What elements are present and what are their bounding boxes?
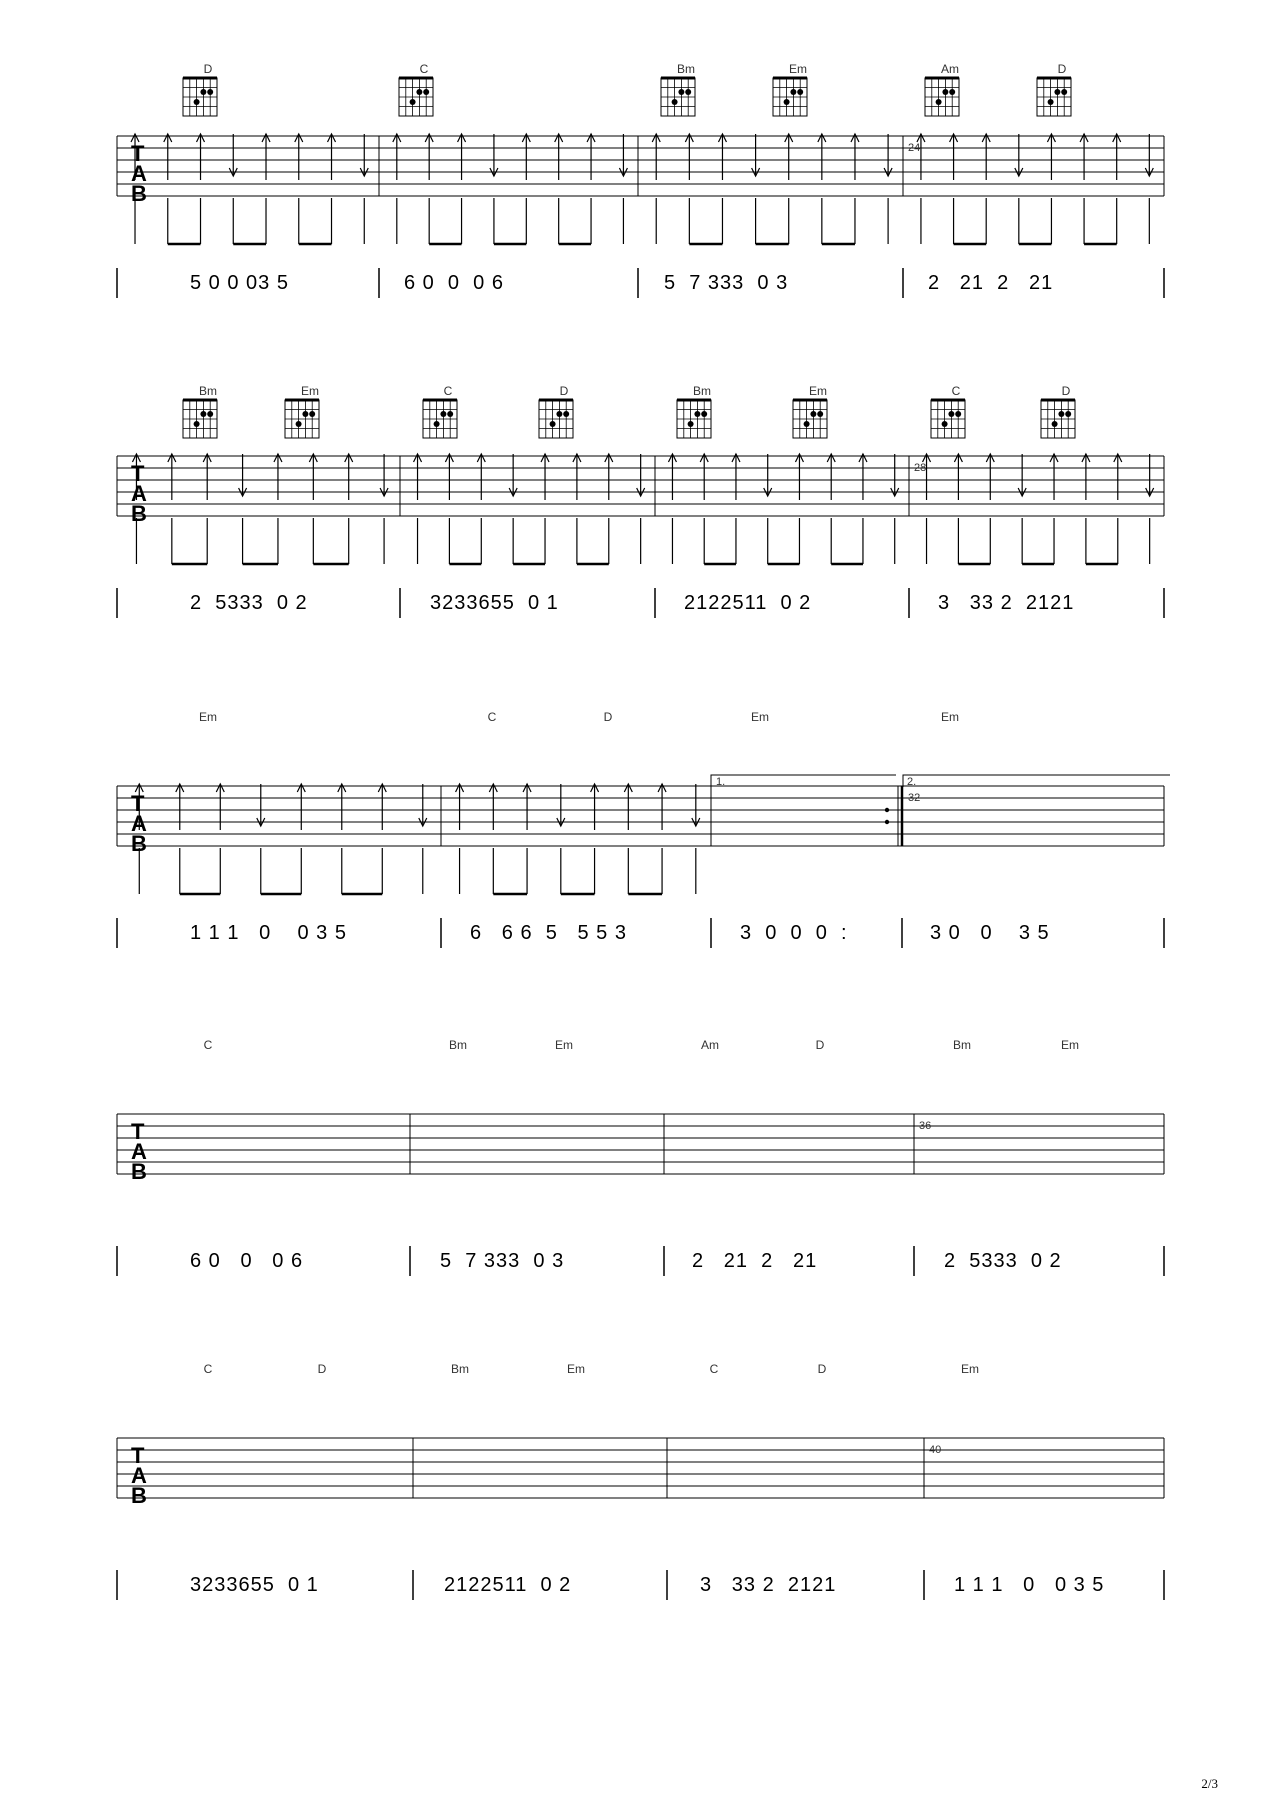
chord-name: Bm: [451, 1362, 469, 1376]
measure-number: 28: [914, 462, 927, 474]
tab-letter-a: A: [131, 811, 147, 836]
tab-letter-b: B: [131, 501, 147, 526]
tab-system-5: [0, 1344, 1280, 1644]
numbered-notation: 2122511 0 2: [444, 1574, 572, 1596]
volta-1: 1.: [716, 776, 726, 788]
chord-name: D: [1057, 62, 1067, 76]
chord-name: Em: [961, 1362, 979, 1376]
tab-letter-t: T: [131, 791, 145, 816]
chord-name: Am: [701, 1038, 719, 1052]
numbered-notation: 3233655 0 1: [430, 592, 559, 614]
numbered-notation: 1 1 1 0 0 3 5: [190, 922, 347, 944]
chord-name: Em: [555, 1038, 573, 1052]
chord-name: D: [203, 62, 213, 76]
numbered-notation: 2 21 2 21: [928, 272, 1054, 294]
chord-name: Em: [751, 710, 769, 724]
numbered-notation: 3 33 2 2121: [700, 1574, 837, 1596]
chord-diagram-icon: [183, 78, 217, 116]
tab-letter-b: B: [131, 1483, 147, 1508]
numbered-notation: 5 0 0 03 5: [190, 272, 289, 294]
numbered-notation: 5 7 333 0 3: [440, 1250, 565, 1272]
chord-name: Bm: [677, 62, 695, 76]
chord-name: D: [815, 1038, 825, 1052]
tab-letter-b: B: [131, 1159, 147, 1184]
chord-name: C: [203, 1362, 213, 1376]
numbered-notation: 1 1 1 0 0 3 5: [954, 1574, 1105, 1596]
chord-name: D: [817, 1362, 827, 1376]
tab-letter-a: A: [131, 161, 147, 186]
chord-name: Em: [301, 384, 319, 398]
numbered-notation: 2122511 0 2: [684, 592, 812, 614]
chord-name: Em: [809, 384, 827, 398]
tab-letter-b: B: [131, 181, 147, 206]
chord-name: C: [419, 62, 429, 76]
tab-letter-a: A: [131, 481, 147, 506]
chord-diagram-icon: [1041, 400, 1075, 438]
tab-letter-t: T: [131, 141, 145, 166]
chord-diagram-icon: [677, 400, 711, 438]
tab-system-1: [0, 50, 1280, 310]
chord-diagram-icon: [285, 400, 319, 438]
tab-letter-a: A: [131, 1463, 147, 1488]
numbered-notation: 3 0 0 0 :: [740, 922, 848, 944]
tab-system-3: [0, 692, 1280, 992]
tab-letter-a: A: [131, 1139, 147, 1164]
tab-letter-t: T: [131, 1443, 145, 1468]
measure-number: 40: [929, 1444, 942, 1456]
tab-system-4: [0, 1020, 1280, 1310]
chord-diagram-icon: [925, 78, 959, 116]
numbered-notation: 2 5333 0 2: [190, 592, 308, 614]
chord-name: D: [1061, 384, 1071, 398]
chord-name: C: [443, 384, 453, 398]
chord-name: Em: [941, 710, 959, 724]
system-2-graphics: [0, 370, 1280, 660]
chord-name: C: [203, 1038, 213, 1052]
chord-diagram-icon: [423, 400, 457, 438]
chord-name: C: [487, 710, 497, 724]
chord-name: Bm: [449, 1038, 467, 1052]
tab-letter-b: B: [131, 831, 147, 856]
numbered-notation: 3 0 0 3 5: [930, 922, 1050, 944]
chord-name: C: [709, 1362, 719, 1376]
measure-number: 24: [908, 142, 921, 154]
chord-name: D: [559, 384, 569, 398]
system-5-graphics: [0, 1344, 1280, 1644]
numbered-notation: 2 5333 0 2: [944, 1250, 1062, 1272]
numbered-notation: 6 6 6 5 5 5 3: [470, 922, 627, 944]
chord-diagram-icon: [183, 400, 217, 438]
chord-name: Bm: [199, 384, 217, 398]
page-number: 2/3: [1201, 1776, 1218, 1791]
numbered-notation: 5 7 333 0 3: [664, 272, 789, 294]
chord-name: D: [603, 710, 613, 724]
system-1-graphics: [0, 50, 1280, 310]
chord-diagram-icon: [661, 78, 695, 116]
chord-diagram-icon: [931, 400, 965, 438]
volta-2: 2.: [907, 776, 917, 788]
tab-letter-t: T: [131, 1119, 145, 1144]
chord-name: Bm: [953, 1038, 971, 1052]
tab-system-2: [0, 370, 1280, 660]
chord-diagram-icon: [1037, 78, 1071, 116]
chord-name: Am: [941, 62, 959, 76]
chord-name: Em: [567, 1362, 585, 1376]
chord-name: D: [317, 1362, 327, 1376]
numbered-notation: 6 0 0 0 6: [404, 272, 504, 294]
chord-diagram-icon: [399, 78, 433, 116]
tab-letter-t: T: [131, 461, 145, 486]
chord-name: C: [951, 384, 961, 398]
chord-name: Bm: [693, 384, 711, 398]
numbered-notation: 3 33 2 2121: [938, 592, 1075, 614]
chord-diagram-icon: [773, 78, 807, 116]
chord-name: Em: [1061, 1038, 1079, 1052]
chord-name: Em: [199, 710, 217, 724]
measure-number: 36: [919, 1120, 932, 1132]
system-3-graphics: [0, 692, 1280, 992]
chord-diagram-icon: [793, 400, 827, 438]
numbered-notation: 6 0 0 0 6: [190, 1250, 304, 1272]
chord-name: Em: [789, 62, 807, 76]
measure-number: 32: [908, 792, 921, 804]
chord-diagram-icon: [539, 400, 573, 438]
numbered-notation: 3233655 0 1: [190, 1574, 319, 1596]
numbered-notation: 2 21 2 21: [692, 1250, 818, 1272]
